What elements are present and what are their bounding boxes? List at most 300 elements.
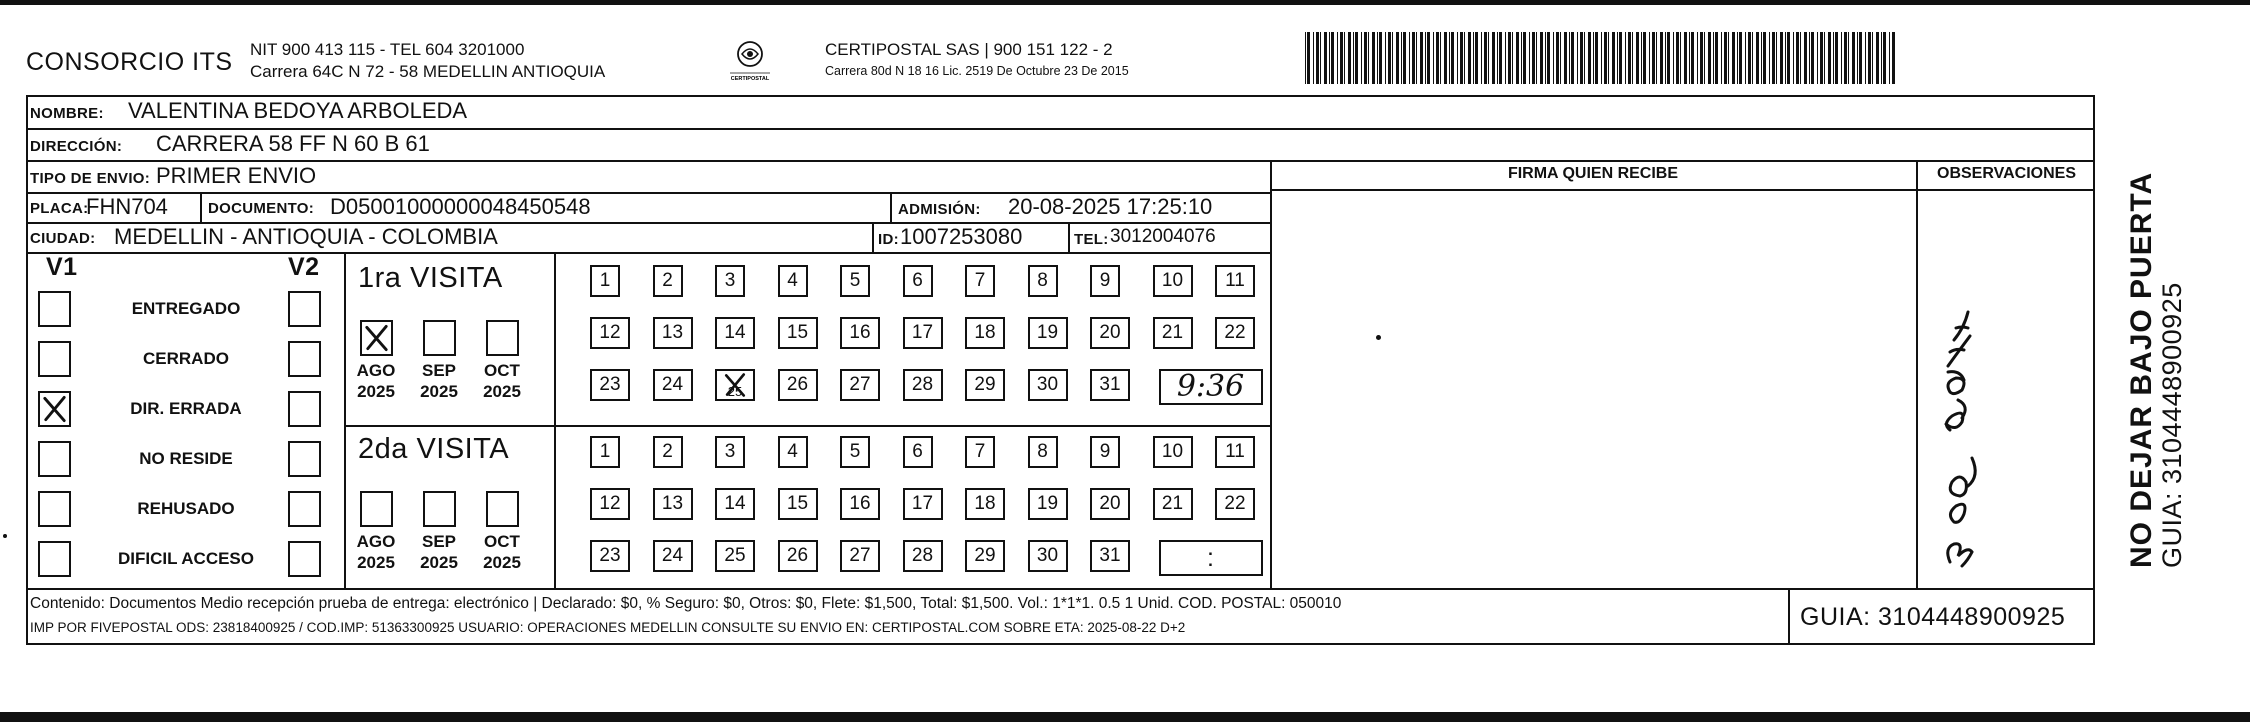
month-label: AGO xyxy=(356,532,396,551)
v2-checkbox[interactable] xyxy=(288,491,321,527)
barcode-bar xyxy=(1724,32,1727,84)
logo-text: CERTIPOSTAL xyxy=(730,76,770,82)
v1-checkbox[interactable] xyxy=(38,391,71,427)
first-visit-day-box[interactable] xyxy=(903,317,943,349)
day-number: 8 xyxy=(1037,270,1048,291)
month-label: AGO xyxy=(356,361,396,380)
barcode-bar xyxy=(1748,32,1751,84)
first-visit-day-box[interactable] xyxy=(778,265,808,297)
first-visit-day-box[interactable] xyxy=(965,317,1005,349)
barcode-bar xyxy=(1721,32,1722,84)
v2-label: V2 xyxy=(288,253,320,281)
barcode-bar xyxy=(1392,32,1393,84)
barcode-bar xyxy=(1769,32,1770,84)
year-label: 2025 xyxy=(357,553,395,572)
day-number: 19 xyxy=(1036,322,1059,343)
barcode-bar xyxy=(1344,32,1345,84)
barcode-bar xyxy=(1628,32,1631,84)
day-number: 15 xyxy=(786,322,809,343)
second-visit-time-box[interactable]: : xyxy=(1159,540,1263,576)
barcode-bar xyxy=(1532,32,1535,84)
second-visit-day-box[interactable] xyxy=(1215,488,1255,520)
barcode-bar xyxy=(1728,32,1729,84)
day-number: 9 xyxy=(1099,441,1111,462)
day-number: 2 xyxy=(662,441,673,462)
day-number: 28 xyxy=(911,545,934,566)
barcode-bar xyxy=(1881,32,1882,84)
barcode-bar xyxy=(1425,32,1426,84)
second-visit-day-box[interactable] xyxy=(1028,436,1058,468)
barcode-bar xyxy=(1715,32,1718,84)
second-visit-day-box[interactable] xyxy=(653,436,683,468)
second-visit-day-box[interactable] xyxy=(840,436,870,468)
barcode-bar xyxy=(1780,32,1783,84)
divider xyxy=(344,252,346,590)
year-label: 2025 xyxy=(483,382,521,401)
first-visit-day-box[interactable] xyxy=(715,265,745,297)
second-visit-month-checkbox[interactable] xyxy=(360,491,393,527)
barcode-bar xyxy=(1484,32,1487,84)
ciudad-value: MEDELLIN - ANTIOQUIA - COLOMBIA xyxy=(114,224,498,249)
barcode-bar xyxy=(1595,32,1598,84)
barcode-bar xyxy=(1785,32,1786,84)
first-visit-day-box[interactable] xyxy=(1028,369,1068,401)
barcode-bar xyxy=(1745,32,1746,84)
day-number: 12 xyxy=(599,493,621,514)
second-visit-day-box[interactable] xyxy=(1215,436,1255,468)
first-visit-month-checkbox[interactable] xyxy=(423,320,456,356)
barcode-bar xyxy=(1656,32,1657,84)
day-number: 21 xyxy=(1161,322,1184,343)
day-number: 12 xyxy=(599,322,621,343)
barcode-bar xyxy=(1809,32,1810,84)
barcode-bar xyxy=(1305,32,1306,84)
day-number: 26 xyxy=(786,545,809,566)
divider xyxy=(344,425,1272,427)
second-visit-day-box[interactable] xyxy=(903,540,943,572)
day-number: 11 xyxy=(1225,441,1245,462)
second-visit-day-box[interactable] xyxy=(778,488,818,520)
barcode-bar xyxy=(1833,32,1834,84)
barcode-bar xyxy=(1737,32,1738,84)
second-visit-day-box[interactable] xyxy=(965,540,1005,572)
bottom-border xyxy=(0,712,2250,722)
v1-checkbox[interactable] xyxy=(38,441,71,477)
check-mark-icon xyxy=(717,371,753,399)
second-visit-day-box[interactable] xyxy=(715,436,745,468)
barcode-bar xyxy=(1457,32,1458,84)
barcode-bar xyxy=(1584,32,1585,84)
barcode-bar xyxy=(1713,32,1714,84)
barcode-bar xyxy=(1508,32,1511,84)
barcode-bar xyxy=(1512,32,1513,84)
first-visit-day-box[interactable] xyxy=(1090,369,1130,401)
first-visit-day-box[interactable] xyxy=(715,369,755,401)
first-visit-day-box[interactable] xyxy=(715,317,755,349)
status-option-label: ENTREGADO xyxy=(131,299,241,318)
barcode-bar xyxy=(1857,32,1858,84)
second-visit-day-box[interactable] xyxy=(965,488,1005,520)
barcode-bar xyxy=(1540,32,1543,84)
barcode-bar xyxy=(1865,32,1866,84)
v2-checkbox[interactable] xyxy=(288,541,321,577)
barcode-bar xyxy=(1776,32,1777,84)
barcode-bar xyxy=(1652,32,1655,84)
day-number: 28 xyxy=(911,374,934,395)
month-label: SEP xyxy=(421,532,457,551)
day-number: 30 xyxy=(1036,374,1059,395)
handwritten-observation xyxy=(1920,300,2020,570)
barcode-bar xyxy=(1481,32,1482,84)
first-visit-day-box[interactable] xyxy=(840,317,880,349)
barcode-bar xyxy=(1612,32,1615,84)
day-number: 4 xyxy=(787,270,798,291)
barcode-bar xyxy=(1416,32,1417,84)
second-visit-day-box[interactable] xyxy=(965,436,995,468)
first-visit-day-box[interactable] xyxy=(653,265,683,297)
barcode-bar xyxy=(1643,32,1646,84)
second-visit-day-box[interactable] xyxy=(778,436,808,468)
day-number: 23 xyxy=(599,545,621,566)
barcode-bar xyxy=(1824,32,1825,84)
barcode-bar xyxy=(1361,32,1362,84)
day-number: 15 xyxy=(786,493,809,514)
first-visit-day-box[interactable] xyxy=(840,369,880,401)
barcode-bar xyxy=(1868,32,1871,84)
divider xyxy=(200,192,202,222)
tipo-envio-value: PRIMER ENVIO xyxy=(156,163,317,188)
day-number: 1 xyxy=(599,270,611,291)
second-visit-day-box[interactable] xyxy=(903,488,943,520)
status-option-label: NO RESIDE xyxy=(139,449,233,468)
barcode-bar xyxy=(1372,32,1375,84)
barcode-bar xyxy=(1523,32,1526,84)
v1-checkbox[interactable] xyxy=(38,541,71,577)
barcode-bar xyxy=(1313,32,1314,84)
divider xyxy=(1270,189,2095,191)
barcode-bar xyxy=(1412,32,1415,84)
second-visit-month-checkbox[interactable] xyxy=(486,491,519,527)
barcode-bar xyxy=(1796,32,1799,84)
barcode-bar xyxy=(1324,32,1327,84)
barcode-bar xyxy=(1673,32,1674,84)
divider xyxy=(1916,160,1918,590)
barcode-bar xyxy=(1608,32,1609,84)
barcode-bar xyxy=(1811,32,1814,84)
certipostal-logo xyxy=(722,38,778,84)
second-visit-day-box[interactable] xyxy=(590,540,630,572)
second-visit-day-box[interactable] xyxy=(1090,488,1130,520)
barcode-bar xyxy=(1689,32,1690,84)
barcode-bar xyxy=(1320,32,1321,84)
first-visit-month-checkbox[interactable] xyxy=(360,320,393,356)
check-mark-icon xyxy=(362,322,391,354)
second-visit-month-checkbox[interactable] xyxy=(423,491,456,527)
barcode-bar xyxy=(1464,32,1465,84)
day-number: 10 xyxy=(1161,441,1184,462)
barcode-bar xyxy=(1649,32,1650,84)
day-number: 9 xyxy=(1099,270,1111,291)
barcode-bar xyxy=(1636,32,1639,84)
first-visit-day-box[interactable] xyxy=(1090,317,1130,349)
barcode-bar xyxy=(1844,32,1847,84)
direccion-label: DIRECCIÓN: xyxy=(30,138,123,155)
barcode-bar xyxy=(1436,32,1439,84)
second-visit-day-box[interactable] xyxy=(1153,488,1193,520)
second-visit-day-box[interactable] xyxy=(590,436,620,468)
v1-checkbox[interactable] xyxy=(38,491,71,527)
barcode-bar xyxy=(1892,32,1895,84)
month-label: OCT xyxy=(484,532,520,551)
day-number: 17 xyxy=(911,322,934,343)
barcode-bar xyxy=(1316,32,1319,84)
first-visit-day-box[interactable] xyxy=(1215,317,1255,349)
barcode-bar xyxy=(1852,32,1855,84)
barcode-bar xyxy=(1619,32,1622,84)
v2-checkbox[interactable] xyxy=(288,291,321,327)
second-visit-day-box[interactable] xyxy=(590,488,630,520)
first-visit-day-box[interactable] xyxy=(590,317,630,349)
second-visit-day-box[interactable] xyxy=(1090,540,1130,572)
first-visit-day-box[interactable] xyxy=(1153,265,1193,297)
v2-checkbox[interactable] xyxy=(288,441,321,477)
barcode-bar xyxy=(1545,32,1546,84)
barcode-bar xyxy=(1536,32,1537,84)
first-visit-day-box[interactable] xyxy=(653,317,693,349)
barcode-bar xyxy=(1680,32,1681,84)
first-visit-day-box[interactable] xyxy=(653,369,693,401)
tel-value: 3012004076 xyxy=(1110,226,1216,247)
first-visit-day-box[interactable] xyxy=(1153,317,1193,349)
barcode-bar xyxy=(1468,32,1471,84)
first-visit-day-box[interactable] xyxy=(903,265,933,297)
year-label: 2025 xyxy=(420,553,458,572)
second-visit-title: 2da VISITA xyxy=(358,433,510,465)
tel-label: TEL: xyxy=(1074,231,1109,248)
first-visit-day-box[interactable] xyxy=(590,265,620,297)
barcode-bar xyxy=(1577,32,1578,84)
admision-label: ADMISIÓN: xyxy=(898,201,981,218)
barcode-bar xyxy=(1756,32,1759,84)
second-visit-day-box[interactable] xyxy=(653,540,693,572)
first-visit-day-box[interactable] xyxy=(1090,265,1120,297)
v2-checkbox[interactable] xyxy=(288,391,321,427)
second-visit-day-box[interactable] xyxy=(1028,540,1068,572)
barcode-bar xyxy=(1787,32,1790,84)
day-number: 6 xyxy=(912,270,923,291)
barcode-bar xyxy=(1676,32,1679,84)
barcode-bar xyxy=(1564,32,1567,84)
first-visit-day-box[interactable] xyxy=(1215,265,1255,297)
second-visit-day-box[interactable] xyxy=(653,488,693,520)
barcode-bar xyxy=(1739,32,1742,84)
barcode-bar xyxy=(1379,32,1382,84)
first-visit-time-box[interactable]: 9:36 xyxy=(1159,369,1263,405)
barcode-bar xyxy=(1329,32,1330,84)
v2-checkbox[interactable] xyxy=(288,341,321,377)
barcode-bar xyxy=(1497,32,1498,84)
first-visit-day-box[interactable] xyxy=(965,369,1005,401)
day-number: 20 xyxy=(1099,322,1121,343)
second-visit-day-box[interactable] xyxy=(840,540,880,572)
divider xyxy=(554,252,556,590)
barcode-bar xyxy=(1804,32,1807,84)
imp-text: IMP POR FIVEPOSTAL ODS: 23818400925 / COD.IMP: 51363300925 USUARIO: OPERACIONES MEDELLIN CONSULTE SU ENVIO EN: CERTIPOSTAL.COM SOBRE ETA: 2025-08-22 D+2 xyxy=(30,620,1186,635)
first-visit-day-box[interactable] xyxy=(840,265,870,297)
barcode-bar xyxy=(1660,32,1663,84)
barcode-bar xyxy=(1665,32,1666,84)
barcode-bar xyxy=(1337,32,1338,84)
barcode-bar xyxy=(1449,32,1450,84)
day-number: 29 xyxy=(974,374,996,395)
day-number: 31 xyxy=(1099,374,1121,395)
contenido-text: Contenido: Documentos Medio recepción prueba de entrega: electrónico | Declarado: $0, % Seguro: $0, Otros: $0, Flete: $1,500, Total: $1,500. Vol.: 1*1*1. 0.5 1 Unid. COD. POSTAL: 050010 xyxy=(30,595,1342,612)
first-visit-day-box[interactable] xyxy=(903,369,943,401)
day-number: 23 xyxy=(599,374,621,395)
second-visit-day-box[interactable] xyxy=(1090,436,1120,468)
barcode-bar xyxy=(1700,32,1703,84)
day-number: 24 xyxy=(661,545,684,566)
first-visit-day-box[interactable] xyxy=(965,265,995,297)
second-visit-day-box[interactable] xyxy=(1153,436,1193,468)
day-number: 14 xyxy=(724,322,746,343)
day-number: 16 xyxy=(849,493,871,514)
day-number: 13 xyxy=(661,493,684,514)
direccion-value: CARRERA 58 FF N 60 B 61 xyxy=(156,131,430,156)
day-number: 5 xyxy=(849,270,861,291)
barcode-bar xyxy=(1547,32,1550,84)
divider xyxy=(1270,160,1272,590)
day-number: 31 xyxy=(1099,545,1121,566)
barcode-bar xyxy=(1593,32,1594,84)
barcode-bar xyxy=(1604,32,1607,84)
day-number: 16 xyxy=(849,322,871,343)
barcode-bar xyxy=(1403,32,1406,84)
status-option-label: CERRADO xyxy=(143,349,229,368)
day-number: 2 xyxy=(662,270,673,291)
first-visit-month-checkbox[interactable] xyxy=(486,320,519,356)
barcode-bar xyxy=(1521,32,1522,84)
barcode-bar xyxy=(1601,32,1602,84)
first-visit-day-box[interactable] xyxy=(778,369,818,401)
barcode-bar xyxy=(1529,32,1530,84)
certipostal-nit: CERTIPOSTAL SAS | 900 151 122 - 2 xyxy=(825,40,1113,59)
barcode-bar xyxy=(1708,32,1711,84)
v1-checkbox[interactable] xyxy=(38,341,71,377)
barcode-bar xyxy=(1364,32,1367,84)
nombre-value: VALENTINA BEDOYA ARBOLEDA xyxy=(128,98,468,123)
barcode-bar xyxy=(1641,32,1642,84)
guia-number: GUIA: 3104448900925 xyxy=(1800,603,2066,631)
barcode-bar xyxy=(1691,32,1694,84)
barcode-bar xyxy=(1473,32,1474,84)
v1-checkbox[interactable] xyxy=(38,291,71,327)
divider xyxy=(26,252,1272,254)
day-number: 14 xyxy=(724,493,746,514)
barcode-bar xyxy=(1385,32,1386,84)
barcode-bar xyxy=(1420,32,1423,84)
barcode-bar xyxy=(1556,32,1559,84)
first-visit-day-box[interactable] xyxy=(778,317,818,349)
day-number: 18 xyxy=(974,322,996,343)
day-number: 21 xyxy=(1161,493,1184,514)
second-visit-day-box[interactable] xyxy=(903,436,933,468)
day-number: 22 xyxy=(1224,493,1246,514)
barcode-bar xyxy=(1516,32,1519,84)
barcode-bar xyxy=(1475,32,1478,84)
status-option-label: REHUSADO xyxy=(137,499,235,518)
first-visit-day-box[interactable] xyxy=(1028,265,1058,297)
barcode-bar xyxy=(1427,32,1430,84)
barcode-bar xyxy=(1377,32,1378,84)
barcode-bar xyxy=(1820,32,1823,84)
top-border xyxy=(0,0,2250,5)
year-label: 2025 xyxy=(483,553,521,572)
certipostal-address: Carrera 80d N 18 16 Lic. 2519 De Octubre 23 De 2015 xyxy=(825,64,1129,78)
barcode-bar xyxy=(1340,32,1343,84)
barcode-bar xyxy=(1355,32,1358,84)
barcode-bar xyxy=(1440,32,1441,84)
month-label: SEP xyxy=(421,361,457,380)
day-number: 4 xyxy=(787,441,798,462)
barcode-bar xyxy=(1617,32,1618,84)
day-number: 26 xyxy=(786,374,809,395)
day-number: 20 xyxy=(1099,493,1121,514)
barcode-bar xyxy=(1396,32,1399,84)
day-number: 3 xyxy=(724,441,736,462)
barcode-bar xyxy=(1553,32,1554,84)
second-visit-day-box[interactable] xyxy=(840,488,880,520)
year-label: 2025 xyxy=(357,382,395,401)
barcode-bar xyxy=(1667,32,1670,84)
first-visit-day-box[interactable] xyxy=(590,369,630,401)
barcode-bar xyxy=(1331,32,1334,84)
barcode-bar xyxy=(1876,32,1879,84)
second-visit-day-box[interactable] xyxy=(715,488,755,520)
barcode-bar xyxy=(1444,32,1447,84)
first-visit-title: 1ra VISITA xyxy=(358,262,503,294)
day-number: 25 xyxy=(727,384,743,399)
day-number: 30 xyxy=(1036,545,1059,566)
barcode-bar xyxy=(1307,32,1310,84)
barcode-bar xyxy=(1889,32,1890,84)
day-number: 5 xyxy=(849,441,861,462)
barcode-bar xyxy=(1772,32,1775,84)
day-number: 24 xyxy=(661,374,684,395)
barcode-bar xyxy=(1580,32,1583,84)
ciudad-label: CIUDAD: xyxy=(30,230,96,247)
placa-label: PLACA: xyxy=(30,200,89,217)
documento-value: D05001000000048450548 xyxy=(330,194,591,219)
barcode-bar xyxy=(1752,32,1753,84)
barcode-bar xyxy=(1835,32,1838,84)
day-number: 25 xyxy=(724,545,746,566)
second-visit-day-box[interactable] xyxy=(1028,488,1068,520)
barcode-bar xyxy=(1761,32,1762,84)
second-visit-day-box[interactable] xyxy=(715,540,755,572)
id-value: 1007253080 xyxy=(900,224,1023,249)
firma-label: FIRMA QUIEN RECIBE xyxy=(1507,165,1679,182)
barcode-bar xyxy=(1697,32,1698,84)
barcode-bar xyxy=(1460,32,1463,84)
barcode-bar xyxy=(1793,32,1794,84)
barcode-bar xyxy=(1505,32,1506,84)
second-visit-day-box[interactable] xyxy=(778,540,818,572)
day-number: 10 xyxy=(1161,270,1184,291)
first-visit-day-box[interactable] xyxy=(1028,317,1068,349)
barcode-bar xyxy=(1763,32,1766,84)
company-address: Carrera 64C N 72 - 58 MEDELLIN ANTIOQUIA xyxy=(250,62,606,81)
